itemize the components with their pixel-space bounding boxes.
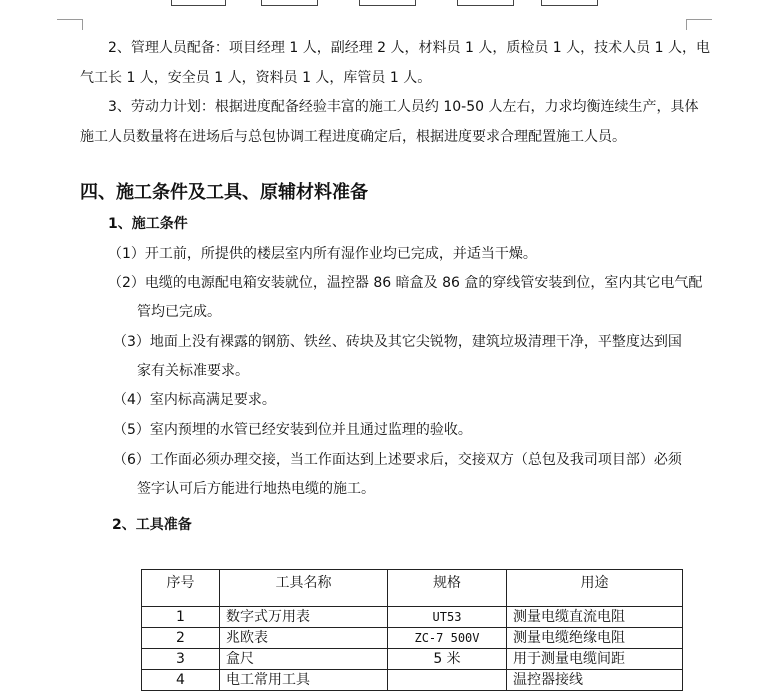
table-header-cell: 工具名称: [220, 570, 388, 607]
margin-corner-mark-right: [686, 19, 712, 30]
table-cell: [388, 670, 507, 691]
table-header-cell: 规格: [388, 570, 507, 607]
top-border-box: [541, 0, 598, 6]
table-cell: 电工常用工具: [220, 670, 388, 691]
list-item: （1）开工前，所提供的楼层室内所有湿作业均已完成，并适当干燥。: [108, 246, 537, 262]
table-row: [142, 670, 683, 691]
paragraph-line: 气工长 1 人，安全员 1 人，资料员 1 人，库管员 1 人。: [80, 70, 432, 86]
table-cell: 测量电缆直流电阻: [507, 607, 683, 628]
subsection-heading: 2、工具准备: [112, 517, 192, 533]
table-header-cell: 序号: [142, 570, 220, 607]
table-row: [142, 649, 683, 670]
subsection-heading: 1、施工条件: [108, 216, 188, 232]
margin-corner-mark-left: [57, 19, 83, 30]
table-cell: 5 米: [388, 649, 507, 670]
tools-table: [141, 569, 683, 691]
table-cell: 用于测量电缆间距: [507, 649, 683, 670]
table-cell: 4: [142, 670, 220, 691]
top-border-box: [359, 0, 416, 6]
list-item-continuation: 管均已完成。: [137, 304, 221, 320]
list-item: （3）地面上没有裸露的钢筋、铁丝、砖块及其它尖锐物，建筑垃圾清理干净，平整度达到国: [113, 334, 682, 350]
table-row: [142, 607, 683, 628]
list-item-continuation: 签字认可后方能进行地热电缆的施工。: [137, 481, 375, 497]
list-item: （4）室内标高满足要求。: [113, 392, 276, 408]
table-row: [142, 628, 683, 649]
paragraph-line: 2、管理人员配备：项目经理 1 人，副经理 2 人，材料员 1 人，质检员 1 人，技术人员 1 人，电: [108, 40, 710, 56]
table-header-row: [142, 570, 683, 607]
table-cell: 2: [142, 628, 220, 649]
table-header-cell: 用途: [507, 570, 683, 607]
table-cell: 3: [142, 649, 220, 670]
top-border-box: [457, 0, 514, 6]
table-cell: 温控器接线: [507, 670, 683, 691]
list-item-continuation: 家有关标准要求。: [137, 363, 249, 379]
list-item: （5）室内预埋的水管已经安装到位并且通过监理的验收。: [113, 422, 472, 438]
paragraph-line: 3、劳动力计划：根据进度配备经验丰富的施工人员约 10-50 人左右，力求均衡连续生产，具体: [108, 99, 699, 115]
top-border-box: [261, 0, 318, 6]
table-cell: 1: [142, 607, 220, 628]
table-cell: 兆欧表: [220, 628, 388, 649]
table-cell: 数字式万用表: [220, 607, 388, 628]
table-cell: UT53: [388, 607, 507, 628]
paragraph-line: 施工人员数量将在进场后与总包协调工程进度确定后，根据进度要求合理配置施工人员。: [80, 129, 626, 145]
top-border-box: [171, 0, 226, 6]
table-cell: 盒尺: [220, 649, 388, 670]
list-item: （6）工作面必须办理交接，当工作面达到上述要求后，交接双方（总包及我司项目部）必须: [113, 452, 682, 468]
table-cell: ZC-7 500V: [388, 628, 507, 649]
section-heading: 四、施工条件及工具、原辅材料准备: [80, 182, 368, 203]
list-item: （2）电缆的电源配电箱安装就位，温控器 86 暗盒及 86 盒的穿线管安装到位，室内其它电气配: [108, 275, 703, 291]
table-cell: 测量电缆绝缘电阻: [507, 628, 683, 649]
